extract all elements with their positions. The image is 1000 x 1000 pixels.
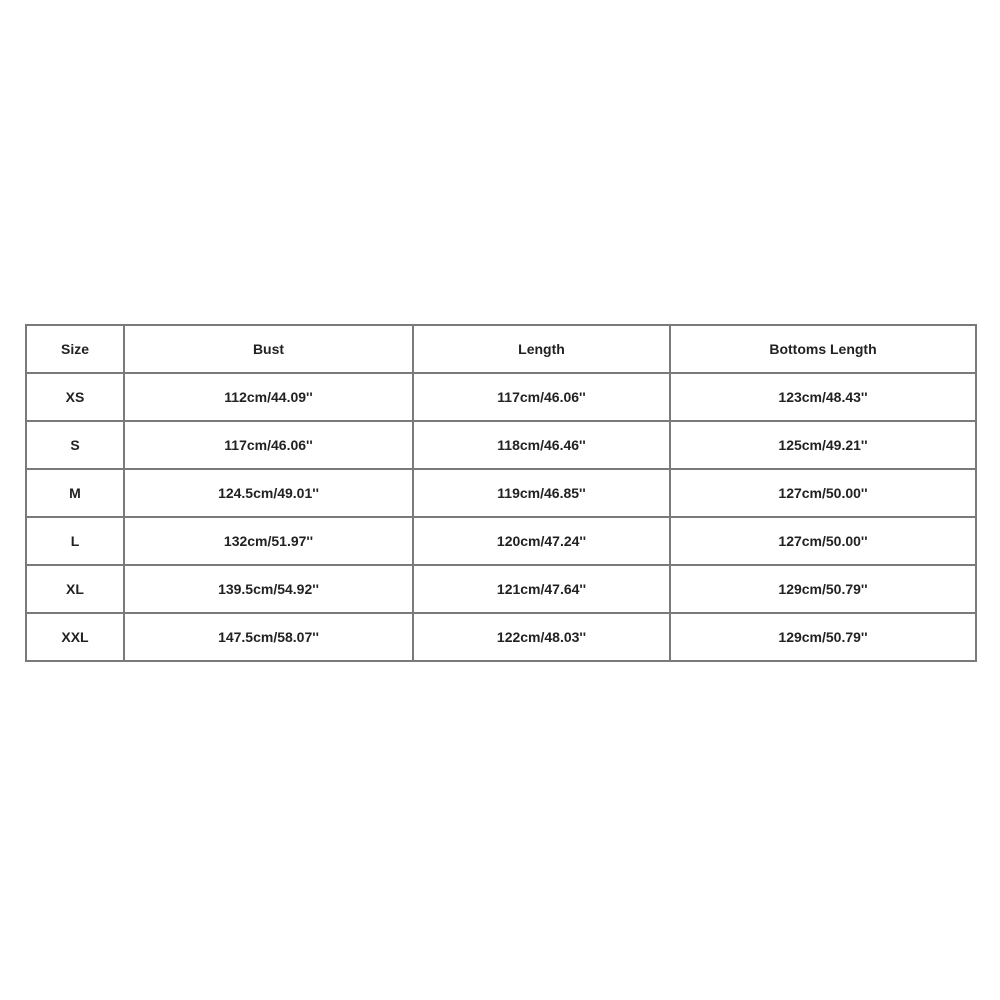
table-row [26,613,976,661]
header-length: Length [413,325,670,373]
cell-bottoms-length: 129cm/50.79'' [670,613,976,661]
cell-size: XS [26,373,124,421]
cell-bust: 139.5cm/54.92'' [124,565,413,613]
cell-bust: 132cm/51.97'' [124,517,413,565]
cell-bust: 147.5cm/58.07'' [124,613,413,661]
header-bottoms-length: Bottoms Length [670,325,976,373]
cell-bust: 112cm/44.09'' [124,373,413,421]
cell-size: M [26,469,124,517]
cell-bust: 124.5cm/49.01'' [124,469,413,517]
header-bust: Bust [124,325,413,373]
table-row [26,517,976,565]
table-row [26,565,976,613]
cell-size: XL [26,565,124,613]
cell-length: 117cm/46.06'' [413,373,670,421]
cell-length: 121cm/47.64'' [413,565,670,613]
cell-bust: 117cm/46.06'' [124,421,413,469]
cell-bottoms-length: 129cm/50.79'' [670,565,976,613]
cell-bottoms-length: 127cm/50.00'' [670,517,976,565]
table-row [26,373,976,421]
cell-bottoms-length: 125cm/49.21'' [670,421,976,469]
cell-size: S [26,421,124,469]
size-chart-table [25,324,977,662]
cell-length: 118cm/46.46'' [413,421,670,469]
table-row [26,421,976,469]
cell-length: 122cm/48.03'' [413,613,670,661]
cell-length: 120cm/47.24'' [413,517,670,565]
header-size: Size [26,325,124,373]
cell-size: XXL [26,613,124,661]
cell-bottoms-length: 123cm/48.43'' [670,373,976,421]
cell-length: 119cm/46.85'' [413,469,670,517]
cell-bottoms-length: 127cm/50.00'' [670,469,976,517]
table-row [26,469,976,517]
table-header-row [26,325,976,373]
cell-size: L [26,517,124,565]
